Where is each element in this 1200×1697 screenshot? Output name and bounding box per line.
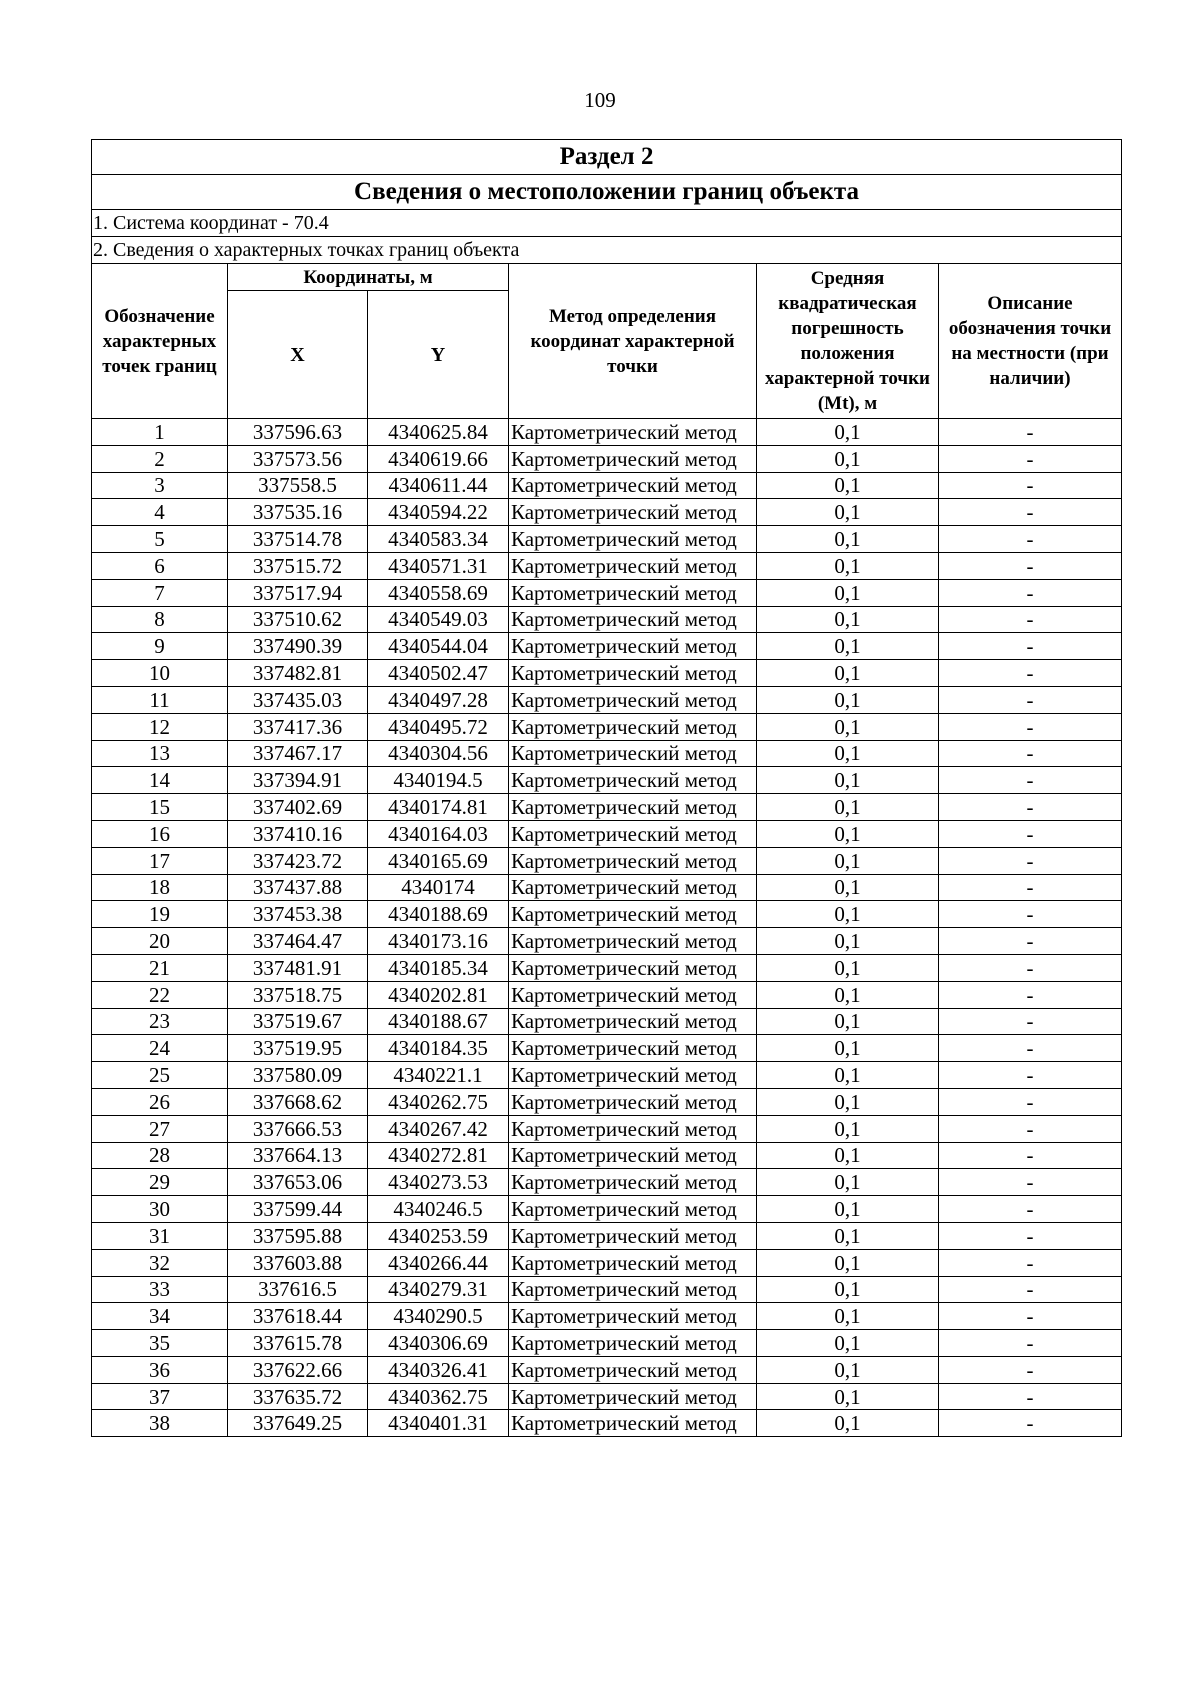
cell-x: 337515.72 <box>228 552 368 579</box>
cell-method: Картометрический метод <box>509 713 757 740</box>
cell-point-number: 23 <box>92 1008 228 1035</box>
table-row <box>92 713 1122 740</box>
cell-x: 337622.66 <box>228 1356 368 1383</box>
table-row <box>92 686 1122 713</box>
section-subtitle: Сведения о местоположении границ объекта <box>92 175 1122 210</box>
cell-x: 337615.78 <box>228 1330 368 1357</box>
cell-point-number: 9 <box>92 633 228 660</box>
cell-y: 4340571.31 <box>368 552 509 579</box>
table-row <box>92 1410 1122 1437</box>
cell-x: 337595.88 <box>228 1222 368 1249</box>
cell-description: - <box>939 1356 1122 1383</box>
cell-method: Картометрический метод <box>509 1088 757 1115</box>
cell-description: - <box>939 767 1122 794</box>
cell-x: 337490.39 <box>228 633 368 660</box>
cell-x: 337481.91 <box>228 954 368 981</box>
cell-y: 4340174 <box>368 874 509 901</box>
header-accuracy: Средняя квадратическая погрешность положения характерной точки (Mt), м <box>757 264 939 419</box>
cell-x: 337435.03 <box>228 686 368 713</box>
cell-description: - <box>939 419 1122 446</box>
cell-point-number: 32 <box>92 1249 228 1276</box>
table-row <box>92 1383 1122 1410</box>
cell-y: 4340202.81 <box>368 981 509 1008</box>
cell-y: 4340362.75 <box>368 1383 509 1410</box>
cell-point-number: 11 <box>92 686 228 713</box>
cell-point-number: 2 <box>92 445 228 472</box>
cell-description: - <box>939 633 1122 660</box>
cell-accuracy: 0,1 <box>757 1410 939 1437</box>
cell-accuracy: 0,1 <box>757 633 939 660</box>
cell-accuracy: 0,1 <box>757 820 939 847</box>
cell-method: Картометрический метод <box>509 820 757 847</box>
cell-y: 4340304.56 <box>368 740 509 767</box>
cell-method: Картометрический метод <box>509 633 757 660</box>
cell-x: 337517.94 <box>228 579 368 606</box>
cell-point-number: 24 <box>92 1035 228 1062</box>
cell-method: Картометрический метод <box>509 1115 757 1142</box>
header-coordinates: Координаты, м <box>228 264 509 291</box>
table-row <box>92 928 1122 955</box>
cell-x: 337653.06 <box>228 1169 368 1196</box>
cell-x: 337519.67 <box>228 1008 368 1035</box>
cell-y: 4340401.31 <box>368 1410 509 1437</box>
cell-description: - <box>939 526 1122 553</box>
cell-point-number: 36 <box>92 1356 228 1383</box>
cell-accuracy: 0,1 <box>757 1303 939 1330</box>
cell-description: - <box>939 445 1122 472</box>
cell-method: Картометрический метод <box>509 1196 757 1223</box>
cell-y: 4340246.5 <box>368 1196 509 1223</box>
header-method: Метод определения координат характерной точки <box>509 264 757 419</box>
boundary-points-table <box>91 139 1122 1437</box>
cell-x: 337635.72 <box>228 1383 368 1410</box>
cell-method: Картометрический метод <box>509 1035 757 1062</box>
cell-point-number: 30 <box>92 1196 228 1223</box>
cell-x: 337580.09 <box>228 1062 368 1089</box>
table-row <box>92 954 1122 981</box>
cell-point-number: 17 <box>92 847 228 874</box>
table-row <box>92 499 1122 526</box>
table-row <box>92 794 1122 821</box>
cell-method: Картометрический метод <box>509 1142 757 1169</box>
coordinate-system: 1. Система координат - 70.4 <box>92 210 1122 237</box>
cell-description: - <box>939 1142 1122 1169</box>
cell-accuracy: 0,1 <box>757 1169 939 1196</box>
cell-method: Картометрический метод <box>509 526 757 553</box>
cell-y: 4340495.72 <box>368 713 509 740</box>
cell-accuracy: 0,1 <box>757 981 939 1008</box>
cell-accuracy: 0,1 <box>757 1330 939 1357</box>
cell-method: Картометрический метод <box>509 1062 757 1089</box>
cell-x: 337599.44 <box>228 1196 368 1223</box>
cell-accuracy: 0,1 <box>757 794 939 821</box>
table-row <box>92 660 1122 687</box>
cell-description: - <box>939 579 1122 606</box>
cell-point-number: 18 <box>92 874 228 901</box>
table-row <box>92 874 1122 901</box>
cell-y: 4340549.03 <box>368 606 509 633</box>
cell-x: 337666.53 <box>228 1115 368 1142</box>
cell-accuracy: 0,1 <box>757 928 939 955</box>
cell-point-number: 19 <box>92 901 228 928</box>
cell-accuracy: 0,1 <box>757 445 939 472</box>
cell-y: 4340306.69 <box>368 1330 509 1357</box>
cell-method: Картометрический метод <box>509 472 757 499</box>
cell-y: 4340184.35 <box>368 1035 509 1062</box>
table-row <box>92 606 1122 633</box>
cell-method: Картометрический метод <box>509 981 757 1008</box>
cell-accuracy: 0,1 <box>757 874 939 901</box>
cell-x: 337603.88 <box>228 1249 368 1276</box>
table-row <box>92 1196 1122 1223</box>
cell-x: 337518.75 <box>228 981 368 1008</box>
cell-y: 4340544.04 <box>368 633 509 660</box>
cell-x: 337467.17 <box>228 740 368 767</box>
cell-description: - <box>939 901 1122 928</box>
cell-x: 337616.5 <box>228 1276 368 1303</box>
cell-point-number: 38 <box>92 1410 228 1437</box>
cell-point-number: 37 <box>92 1383 228 1410</box>
cell-method: Картометрический метод <box>509 445 757 472</box>
table-row <box>92 901 1122 928</box>
cell-y: 4340267.42 <box>368 1115 509 1142</box>
cell-point-number: 27 <box>92 1115 228 1142</box>
table-row <box>92 981 1122 1008</box>
cell-point-number: 31 <box>92 1222 228 1249</box>
cell-accuracy: 0,1 <box>757 419 939 446</box>
header-x: X <box>228 291 368 419</box>
cell-y: 4340266.44 <box>368 1249 509 1276</box>
cell-accuracy: 0,1 <box>757 1383 939 1410</box>
table-row <box>92 1356 1122 1383</box>
cell-accuracy: 0,1 <box>757 1062 939 1089</box>
cell-x: 337394.91 <box>228 767 368 794</box>
cell-point-number: 26 <box>92 1088 228 1115</box>
points-caption: 2. Сведения о характерных точках границ объекта <box>92 237 1122 264</box>
page-number: 109 <box>584 88 616 112</box>
cell-description: - <box>939 847 1122 874</box>
cell-method: Картометрический метод <box>509 579 757 606</box>
cell-x: 337668.62 <box>228 1088 368 1115</box>
cell-accuracy: 0,1 <box>757 1142 939 1169</box>
cell-x: 337664.13 <box>228 1142 368 1169</box>
cell-x: 337453.38 <box>228 901 368 928</box>
cell-x: 337618.44 <box>228 1303 368 1330</box>
table-row <box>92 820 1122 847</box>
cell-description: - <box>939 1035 1122 1062</box>
cell-point-number: 4 <box>92 499 228 526</box>
cell-y: 4340185.34 <box>368 954 509 981</box>
cell-description: - <box>939 1062 1122 1089</box>
cell-method: Картометрический метод <box>509 794 757 821</box>
cell-method: Картометрический метод <box>509 767 757 794</box>
cell-point-number: 10 <box>92 660 228 687</box>
cell-accuracy: 0,1 <box>757 1008 939 1035</box>
cell-point-number: 34 <box>92 1303 228 1330</box>
table-row <box>92 633 1122 660</box>
cell-x: 337596.63 <box>228 419 368 446</box>
cell-method: Картометрический метод <box>509 1410 757 1437</box>
cell-description: - <box>939 1303 1122 1330</box>
cell-method: Картометрический метод <box>509 419 757 446</box>
cell-x: 337410.16 <box>228 820 368 847</box>
cell-description: - <box>939 499 1122 526</box>
cell-method: Картометрический метод <box>509 686 757 713</box>
cell-description: - <box>939 1249 1122 1276</box>
cell-x: 337464.47 <box>228 928 368 955</box>
cell-x: 337519.95 <box>228 1035 368 1062</box>
cell-point-number: 28 <box>92 1142 228 1169</box>
cell-x: 337423.72 <box>228 847 368 874</box>
cell-method: Картометрический метод <box>509 954 757 981</box>
cell-description: - <box>939 794 1122 821</box>
cell-x: 337573.56 <box>228 445 368 472</box>
cell-x: 337510.62 <box>228 606 368 633</box>
cell-y: 4340165.69 <box>368 847 509 874</box>
cell-description: - <box>939 820 1122 847</box>
cell-method: Картометрический метод <box>509 928 757 955</box>
cell-accuracy: 0,1 <box>757 847 939 874</box>
cell-description: - <box>939 1115 1122 1142</box>
cell-description: - <box>939 1410 1122 1437</box>
table-row <box>92 552 1122 579</box>
cell-point-number: 1 <box>92 419 228 446</box>
cell-y: 4340272.81 <box>368 1142 509 1169</box>
cell-point-number: 33 <box>92 1276 228 1303</box>
cell-description: - <box>939 928 1122 955</box>
cell-accuracy: 0,1 <box>757 713 939 740</box>
cell-method: Картометрический метод <box>509 1222 757 1249</box>
table-row <box>92 1035 1122 1062</box>
cell-method: Картометрический метод <box>509 1008 757 1035</box>
cell-y: 4340188.69 <box>368 901 509 928</box>
cell-method: Картометрический метод <box>509 874 757 901</box>
cell-method: Картометрический метод <box>509 499 757 526</box>
cell-accuracy: 0,1 <box>757 1222 939 1249</box>
cell-x: 337437.88 <box>228 874 368 901</box>
cell-y: 4340497.28 <box>368 686 509 713</box>
cell-method: Картометрический метод <box>509 606 757 633</box>
header-description: Описание обозначения точки на местности (при наличии) <box>939 264 1122 419</box>
cell-point-number: 21 <box>92 954 228 981</box>
cell-x: 337482.81 <box>228 660 368 687</box>
cell-accuracy: 0,1 <box>757 1276 939 1303</box>
cell-y: 4340619.66 <box>368 445 509 472</box>
table-row <box>92 740 1122 767</box>
cell-y: 4340326.41 <box>368 1356 509 1383</box>
cell-accuracy: 0,1 <box>757 686 939 713</box>
table-row <box>92 1222 1122 1249</box>
cell-method: Картометрический метод <box>509 740 757 767</box>
table-row <box>92 1169 1122 1196</box>
table-row <box>92 1142 1122 1169</box>
cell-x: 337514.78 <box>228 526 368 553</box>
cell-x: 337649.25 <box>228 1410 368 1437</box>
cell-accuracy: 0,1 <box>757 526 939 553</box>
table-row <box>92 767 1122 794</box>
table-row <box>92 579 1122 606</box>
cell-accuracy: 0,1 <box>757 552 939 579</box>
cell-method: Картометрический метод <box>509 1249 757 1276</box>
section-title: Раздел 2 <box>92 140 1122 175</box>
cell-description: - <box>939 472 1122 499</box>
cell-accuracy: 0,1 <box>757 740 939 767</box>
table-row <box>92 1303 1122 1330</box>
cell-point-number: 3 <box>92 472 228 499</box>
cell-y: 4340583.34 <box>368 526 509 553</box>
cell-y: 4340262.75 <box>368 1088 509 1115</box>
cell-y: 4340625.84 <box>368 419 509 446</box>
cell-point-number: 22 <box>92 981 228 1008</box>
cell-method: Картометрический метод <box>509 1303 757 1330</box>
cell-accuracy: 0,1 <box>757 767 939 794</box>
cell-y: 4340221.1 <box>368 1062 509 1089</box>
cell-point-number: 5 <box>92 526 228 553</box>
cell-method: Картометрический метод <box>509 901 757 928</box>
cell-accuracy: 0,1 <box>757 1356 939 1383</box>
cell-x: 337417.36 <box>228 713 368 740</box>
cell-description: - <box>939 954 1122 981</box>
table-row <box>92 847 1122 874</box>
cell-point-number: 13 <box>92 740 228 767</box>
cell-point-number: 35 <box>92 1330 228 1357</box>
cell-description: - <box>939 552 1122 579</box>
table-row <box>92 445 1122 472</box>
cell-accuracy: 0,1 <box>757 1035 939 1062</box>
cell-y: 4340594.22 <box>368 499 509 526</box>
cell-method: Картометрический метод <box>509 552 757 579</box>
cell-x: 337558.5 <box>228 472 368 499</box>
cell-accuracy: 0,1 <box>757 1249 939 1276</box>
cell-description: - <box>939 1196 1122 1223</box>
cell-accuracy: 0,1 <box>757 1196 939 1223</box>
cell-accuracy: 0,1 <box>757 606 939 633</box>
cell-accuracy: 0,1 <box>757 901 939 928</box>
cell-y: 4340194.5 <box>368 767 509 794</box>
cell-method: Картометрический метод <box>509 1169 757 1196</box>
table-row <box>92 1088 1122 1115</box>
cell-accuracy: 0,1 <box>757 1088 939 1115</box>
cell-y: 4340611.44 <box>368 472 509 499</box>
cell-y: 4340558.69 <box>368 579 509 606</box>
cell-y: 4340188.67 <box>368 1008 509 1035</box>
cell-method: Картометрический метод <box>509 1356 757 1383</box>
cell-y: 4340164.03 <box>368 820 509 847</box>
cell-method: Картометрический метод <box>509 660 757 687</box>
cell-description: - <box>939 606 1122 633</box>
table-row <box>92 1249 1122 1276</box>
cell-x: 337402.69 <box>228 794 368 821</box>
cell-y: 4340279.31 <box>368 1276 509 1303</box>
cell-description: - <box>939 1222 1122 1249</box>
cell-accuracy: 0,1 <box>757 579 939 606</box>
header-point-designation: Обозначение характерных точек границ <box>92 264 228 419</box>
cell-point-number: 6 <box>92 552 228 579</box>
table-row <box>92 1008 1122 1035</box>
table-row <box>92 1115 1122 1142</box>
cell-method: Картометрический метод <box>509 1383 757 1410</box>
cell-point-number: 15 <box>92 794 228 821</box>
cell-point-number: 14 <box>92 767 228 794</box>
cell-method: Картометрический метод <box>509 847 757 874</box>
cell-method: Картометрический метод <box>509 1330 757 1357</box>
cell-description: - <box>939 686 1122 713</box>
cell-point-number: 25 <box>92 1062 228 1089</box>
cell-point-number: 8 <box>92 606 228 633</box>
cell-point-number: 29 <box>92 1169 228 1196</box>
cell-accuracy: 0,1 <box>757 954 939 981</box>
cell-description: - <box>939 1169 1122 1196</box>
table-row <box>92 419 1122 446</box>
header-y: Y <box>368 291 509 419</box>
cell-accuracy: 0,1 <box>757 499 939 526</box>
cell-description: - <box>939 1330 1122 1357</box>
cell-point-number: 20 <box>92 928 228 955</box>
cell-accuracy: 0,1 <box>757 1115 939 1142</box>
cell-accuracy: 0,1 <box>757 660 939 687</box>
table-row <box>92 526 1122 553</box>
cell-description: - <box>939 740 1122 767</box>
cell-description: - <box>939 874 1122 901</box>
cell-description: - <box>939 1383 1122 1410</box>
table-row <box>92 1062 1122 1089</box>
table-row <box>92 1330 1122 1357</box>
cell-point-number: 7 <box>92 579 228 606</box>
table-row <box>92 1276 1122 1303</box>
cell-description: - <box>939 713 1122 740</box>
cell-description: - <box>939 1008 1122 1035</box>
cell-description: - <box>939 660 1122 687</box>
table-row <box>92 472 1122 499</box>
cell-method: Картометрический метод <box>509 1276 757 1303</box>
cell-description: - <box>939 981 1122 1008</box>
cell-description: - <box>939 1088 1122 1115</box>
cell-y: 4340502.47 <box>368 660 509 687</box>
cell-y: 4340174.81 <box>368 794 509 821</box>
cell-point-number: 12 <box>92 713 228 740</box>
cell-y: 4340173.16 <box>368 928 509 955</box>
cell-y: 4340253.59 <box>368 1222 509 1249</box>
cell-accuracy: 0,1 <box>757 472 939 499</box>
cell-point-number: 16 <box>92 820 228 847</box>
cell-y: 4340273.53 <box>368 1169 509 1196</box>
cell-x: 337535.16 <box>228 499 368 526</box>
cell-description: - <box>939 1276 1122 1303</box>
cell-y: 4340290.5 <box>368 1303 509 1330</box>
